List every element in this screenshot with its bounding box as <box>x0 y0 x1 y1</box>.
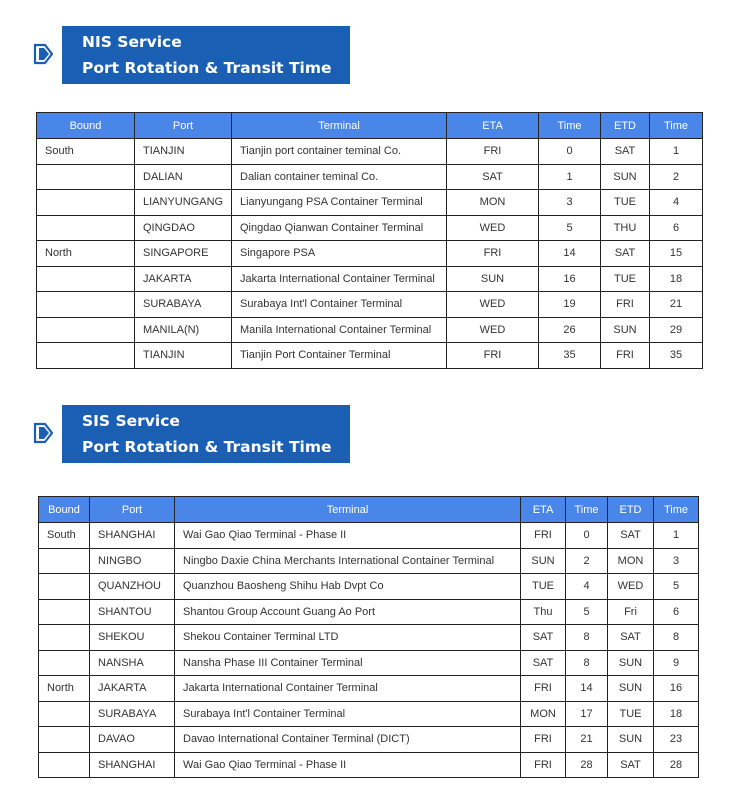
etd-time-cell: 3 <box>654 548 699 574</box>
bound-cell <box>39 701 90 727</box>
eta-cell: FRI <box>521 727 566 753</box>
table-row <box>39 727 699 753</box>
nis-heading <box>0 26 731 86</box>
etd-time-cell: 4 <box>650 190 703 216</box>
eta-time-cell: 1 <box>539 164 601 190</box>
eta-time-cell: 5 <box>539 215 601 241</box>
etd-cell: SAT <box>608 752 654 778</box>
column-header: Time <box>654 497 699 523</box>
terminal-cell: Nansha Phase III Container Terminal <box>175 650 521 676</box>
terminal-cell: Davao International Container Terminal (DICT) <box>175 727 521 753</box>
eta-cell: FRI <box>521 523 566 549</box>
terminal-cell: Wai Gao Qiao Terminal - Phase II <box>175 523 521 549</box>
etd-time-cell: 2 <box>650 164 703 190</box>
port-cell: LIANYUNGANG <box>135 190 232 216</box>
table-row <box>39 752 699 778</box>
bound-cell <box>37 292 135 318</box>
etd-time-cell: 28 <box>654 752 699 778</box>
eta-cell: FRI <box>447 343 539 369</box>
etd-cell: SAT <box>601 241 650 267</box>
etd-cell: TUE <box>601 190 650 216</box>
etd-cell: SUN <box>608 676 654 702</box>
bound-cell <box>39 625 90 651</box>
column-header: ETD <box>608 497 654 523</box>
eta-cell: SUN <box>447 266 539 292</box>
eta-time-cell: 0 <box>539 139 601 165</box>
terminal-cell: Qingdao Qianwan Container Terminal <box>232 215 447 241</box>
etd-cell: SAT <box>608 625 654 651</box>
etd-time-cell: 23 <box>654 727 699 753</box>
etd-cell: WED <box>608 574 654 600</box>
terminal-cell: Shantou Group Account Guang Ao Port <box>175 599 521 625</box>
column-header: Port <box>90 497 175 523</box>
port-cell: SHANGHAI <box>90 523 175 549</box>
eta-time-cell: 8 <box>566 650 608 676</box>
etd-time-cell: 16 <box>654 676 699 702</box>
etd-cell: SUN <box>608 727 654 753</box>
terminal-cell: Tianjin port container teminal Co. <box>232 139 447 165</box>
etd-time-cell: 8 <box>654 625 699 651</box>
etd-time-cell: 6 <box>650 215 703 241</box>
table-row <box>39 650 699 676</box>
etd-time-cell: 21 <box>650 292 703 318</box>
column-header: Terminal <box>175 497 521 523</box>
terminal-cell: Tianjin Port Container Terminal <box>232 343 447 369</box>
column-header: Bound <box>37 113 135 139</box>
column-header: ETD <box>601 113 650 139</box>
bound-cell <box>39 599 90 625</box>
terminal-cell: Jakarta International Container Terminal <box>232 266 447 292</box>
sis-title: SIS Service <box>82 412 180 430</box>
bound-cell: South <box>39 523 90 549</box>
etd-cell: SAT <box>608 523 654 549</box>
bound-cell <box>39 650 90 676</box>
port-cell: SHANTOU <box>90 599 175 625</box>
column-header: Bound <box>39 497 90 523</box>
table-row <box>39 523 699 549</box>
port-cell: TIANJIN <box>135 343 232 369</box>
eta-time-cell: 3 <box>539 190 601 216</box>
eta-cell: SAT <box>521 650 566 676</box>
table-row <box>39 548 699 574</box>
etd-cell: Fri <box>608 599 654 625</box>
terminal-cell: Surabaya Int'l Container Terminal <box>175 701 521 727</box>
table-row <box>37 317 703 343</box>
table-row <box>37 343 703 369</box>
column-header: Time <box>539 113 601 139</box>
terminal-cell: Surabaya Int'l Container Terminal <box>232 292 447 318</box>
table-header-row <box>39 497 699 523</box>
port-cell: JAKARTA <box>90 676 175 702</box>
etd-cell: FRI <box>601 292 650 318</box>
sis-rotation-table <box>38 496 699 778</box>
port-cell: QUANZHOU <box>90 574 175 600</box>
bound-cell <box>37 190 135 216</box>
port-cell: NANSHA <box>90 650 175 676</box>
port-cell: DALIAN <box>135 164 232 190</box>
bound-cell <box>37 343 135 369</box>
etd-time-cell: 5 <box>654 574 699 600</box>
terminal-cell: Manila International Container Terminal <box>232 317 447 343</box>
eta-cell: WED <box>447 215 539 241</box>
eta-time-cell: 26 <box>539 317 601 343</box>
etd-time-cell: 1 <box>650 139 703 165</box>
eta-time-cell: 35 <box>539 343 601 369</box>
etd-cell: SUN <box>608 650 654 676</box>
etd-time-cell: 35 <box>650 343 703 369</box>
eta-cell: FRI <box>521 676 566 702</box>
terminal-cell: Dalian container teminal Co. <box>232 164 447 190</box>
bound-cell: North <box>37 241 135 267</box>
bound-cell <box>37 317 135 343</box>
column-header: ETA <box>521 497 566 523</box>
bound-cell <box>37 215 135 241</box>
eta-cell: Thu <box>521 599 566 625</box>
nis-title: NIS Service <box>82 33 182 51</box>
etd-cell: SUN <box>601 317 650 343</box>
nis-subtitle: Port Rotation & Transit Time <box>82 59 332 77</box>
table-row <box>39 625 699 651</box>
eta-time-cell: 16 <box>539 266 601 292</box>
eta-time-cell: 2 <box>566 548 608 574</box>
terminal-cell: Jakarta International Container Terminal <box>175 676 521 702</box>
eta-cell: TUE <box>521 574 566 600</box>
terminal-cell: Quanzhou Baosheng Shihu Hab Dvpt Co <box>175 574 521 600</box>
eta-time-cell: 28 <box>566 752 608 778</box>
etd-cell: THU <box>601 215 650 241</box>
bound-cell: North <box>39 676 90 702</box>
etd-time-cell: 1 <box>654 523 699 549</box>
port-cell: SURABAYA <box>90 701 175 727</box>
eta-time-cell: 19 <box>539 292 601 318</box>
terminal-cell: Singapore PSA <box>232 241 447 267</box>
port-cell: SHEKOU <box>90 625 175 651</box>
terminal-cell: Lianyungang PSA Container Terminal <box>232 190 447 216</box>
arrow-right-icon <box>33 43 53 65</box>
table-header-row <box>37 113 703 139</box>
table-row <box>37 164 703 190</box>
eta-time-cell: 0 <box>566 523 608 549</box>
nis-rotation-table <box>36 112 703 369</box>
bound-cell <box>39 548 90 574</box>
terminal-cell: Shekou Container Terminal LTD <box>175 625 521 651</box>
port-cell: TIANJIN <box>135 139 232 165</box>
eta-cell: MON <box>521 701 566 727</box>
eta-cell: FRI <box>521 752 566 778</box>
eta-cell: FRI <box>447 241 539 267</box>
table-row <box>39 599 699 625</box>
port-cell: DAVAO <box>90 727 175 753</box>
port-cell: SINGAPORE <box>135 241 232 267</box>
etd-time-cell: 29 <box>650 317 703 343</box>
table-row <box>37 215 703 241</box>
port-cell: NINGBO <box>90 548 175 574</box>
etd-cell: TUE <box>601 266 650 292</box>
port-cell: QINGDAO <box>135 215 232 241</box>
etd-cell: SUN <box>601 164 650 190</box>
nis-title-banner <box>62 26 350 84</box>
bound-cell <box>39 752 90 778</box>
eta-cell: WED <box>447 292 539 318</box>
terminal-cell: Ningbo Daxie China Merchants International Container Terminal <box>175 548 521 574</box>
etd-cell: MON <box>608 548 654 574</box>
eta-time-cell: 14 <box>566 676 608 702</box>
terminal-cell: Wai Gao Qiao Terminal - Phase II <box>175 752 521 778</box>
etd-time-cell: 9 <box>654 650 699 676</box>
table-row <box>37 139 703 165</box>
bound-cell <box>39 727 90 753</box>
arrow-right-icon <box>33 422 53 444</box>
table-row <box>37 190 703 216</box>
bound-cell <box>39 574 90 600</box>
sis-subtitle: Port Rotation & Transit Time <box>82 438 332 456</box>
etd-cell: TUE <box>608 701 654 727</box>
column-header: Port <box>135 113 232 139</box>
bound-cell <box>37 266 135 292</box>
eta-cell: FRI <box>447 139 539 165</box>
eta-time-cell: 5 <box>566 599 608 625</box>
sis-heading <box>0 405 731 465</box>
eta-time-cell: 21 <box>566 727 608 753</box>
eta-cell: MON <box>447 190 539 216</box>
column-header: Terminal <box>232 113 447 139</box>
eta-cell: WED <box>447 317 539 343</box>
etd-time-cell: 18 <box>654 701 699 727</box>
column-header: Time <box>650 113 703 139</box>
port-cell: JAKARTA <box>135 266 232 292</box>
bound-cell <box>37 164 135 190</box>
eta-time-cell: 14 <box>539 241 601 267</box>
table-row <box>37 266 703 292</box>
table-row <box>39 676 699 702</box>
eta-cell: SUN <box>521 548 566 574</box>
eta-time-cell: 17 <box>566 701 608 727</box>
port-cell: MANILA(N) <box>135 317 232 343</box>
eta-time-cell: 4 <box>566 574 608 600</box>
eta-cell: SAT <box>521 625 566 651</box>
port-cell: SHANGHAI <box>90 752 175 778</box>
bound-cell: South <box>37 139 135 165</box>
etd-cell: SAT <box>601 139 650 165</box>
etd-time-cell: 6 <box>654 599 699 625</box>
column-header: Time <box>566 497 608 523</box>
etd-time-cell: 18 <box>650 266 703 292</box>
table-row <box>39 574 699 600</box>
column-header: ETA <box>447 113 539 139</box>
etd-cell: FRI <box>601 343 650 369</box>
table-row <box>37 292 703 318</box>
sis-title-banner <box>62 405 350 463</box>
table-row <box>37 241 703 267</box>
eta-cell: SAT <box>447 164 539 190</box>
table-row <box>39 701 699 727</box>
etd-time-cell: 15 <box>650 241 703 267</box>
eta-time-cell: 8 <box>566 625 608 651</box>
port-cell: SURABAYA <box>135 292 232 318</box>
